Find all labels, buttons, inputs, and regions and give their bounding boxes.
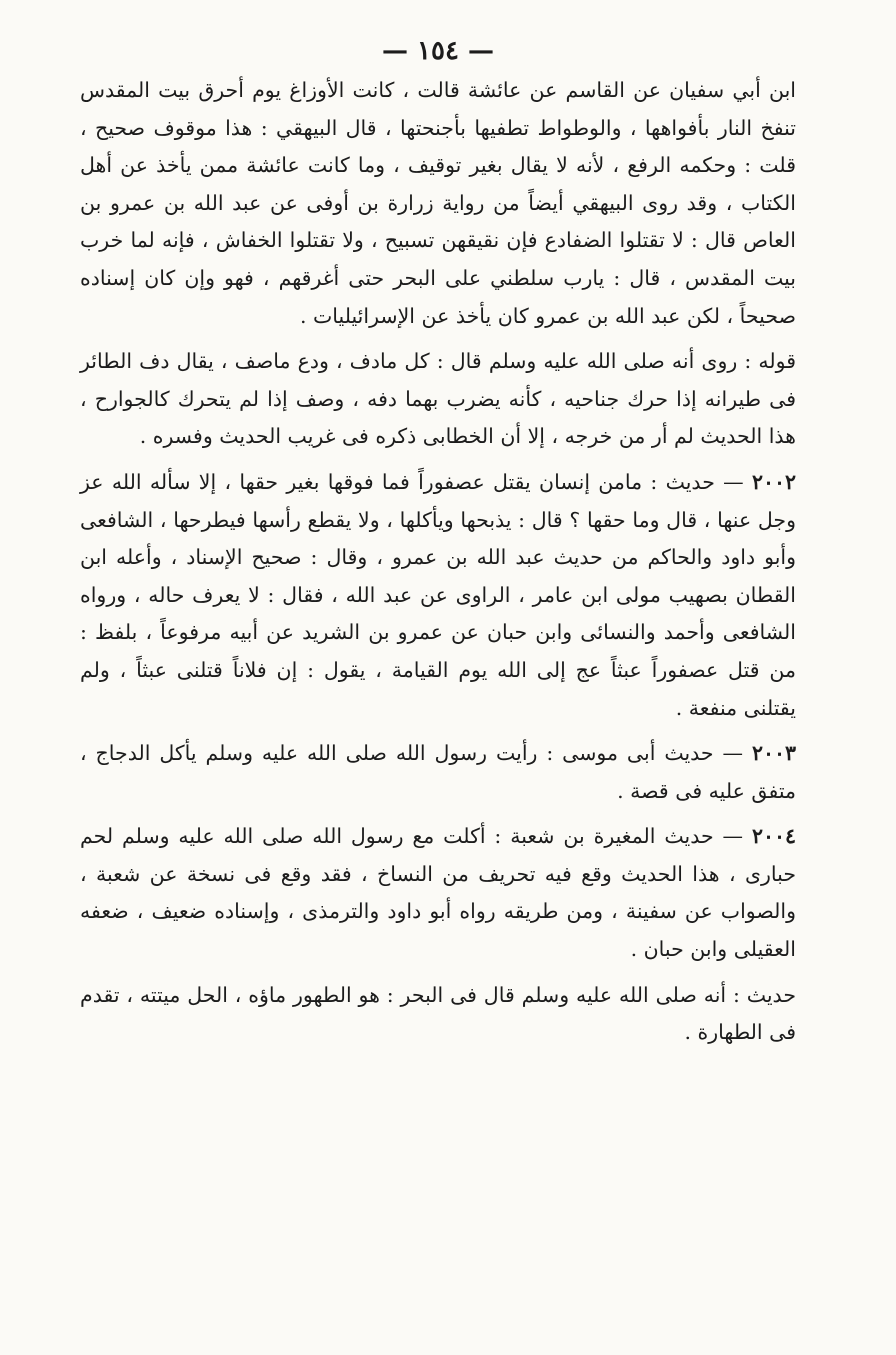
paragraph-continuation: ابن أبي سفيان عن القاسم عن عائشة قالت ، كانت الأوزاغ يوم أحرق بيت المقدس تنفخ النار بأفواهها ، والوطواط تطفيها بأجنحتها ، قال البيهقي : هذا موقوف صحيح ، قلت : وحكمه الرفع ، لأنه لا يقال بغير توقيف ، وما كانت عائشة ممن يأخذ عن أهل الكتاب ، وقد روى البيهقي أيضاً من رواية زرارة بن أوفى عن عبد الله بن عمرو بن العاص قال : لا تقتلوا الضفادع فإن نقيقهن تسبيح ، ولا تقتلوا الخفاش ، فإنه لما خرب بيت المقدس ، قال : يارب سلطني على البحر حتى أغرقهم ، فهو وإن كان إسناده صحيحاً ، لكن عبد الله بن عمرو كان يأخذ عن الإسرائيليات . <box>80 78 796 328</box>
page-number: — ١٥٤ — <box>381 36 495 66</box>
hadith-text: — حديث : مامن إنسان يقتل عصفوراً فما فوقها بغير حقها ، إلا سأله الله عز وجل عنها ، قال وما حقها ؟ قال : يذبحها ويأكلها ، ولا يقطع رأسها فيطرحها ، الشافعى وأبو داود والحاكم من حديث عبد الله بن عمرو ، وقال : صحيح الإسناد ، وأعله ابن القطان بصهيب مولى ابن عامر ، الراوى عن عبد الله ، فقال : لا يعرف حاله ، ورواه الشافعى وأحمد والنسائى وابن حبان عن عمرو بن الشريد عن أبيه مرفوعاً ، بلفظ : من قتل عصفوراً عبثاً عج إلى الله يوم القيامة ، يقول : إن فلاناً قتلنى عبثاً ، ولم يقتلنى منفعة . <box>80 469 796 720</box>
hadith-entry-2003 <box>80 735 796 810</box>
hadith-number: ٢٠٠٤ <box>751 824 796 849</box>
hadith-entry-2002 <box>80 464 796 727</box>
hadith-entry-2004 <box>80 818 796 968</box>
paragraph-qawluh: قوله : روى أنه صلى الله عليه وسلم قال : كل مادف ، ودع ماصف ، يقال دف الطائر فى طيرانه إذا حرك جناحيه ، كأنه يضرب بهما دفه ، وصف إذا لم يتحرك كالجوارح ، هذا الحديث لم أر من خرجه ، إلا أن الخطابى ذكره فى غريب الحديث وفسره . <box>80 349 796 449</box>
hadith-number: ٢٠٠٣ <box>751 741 796 766</box>
paragraph-closing: حديث : أنه صلى الله عليه وسلم قال فى البحر : هو الطهور ماؤه ، الحل ميتته ، تقدم فى الطهارة . <box>80 982 796 1045</box>
page-body <box>80 72 796 1052</box>
hadith-text: — حديث أبى موسى : رأيت رسول الله صلى الله عليه وسلم يأكل الدجاج ، متفق عليه فى قصة . <box>80 741 796 803</box>
hadith-text: — حديث المغيرة بن شعبة : أكلت مع رسول الله صلى الله عليه وسلم لحم حبارى ، هذا الحديث وقع فيه تحريف من النساخ ، فقد وقع فى نسخة عن شعبة ، والصواب عن سفينة ، ومن طريقه رواه أبو داود والترمذى ، وإسناده ضعيف ، ضعفه العقيلى وابن حبان . <box>80 824 796 962</box>
hadith-number: ٢٠٠٢ <box>751 469 796 494</box>
